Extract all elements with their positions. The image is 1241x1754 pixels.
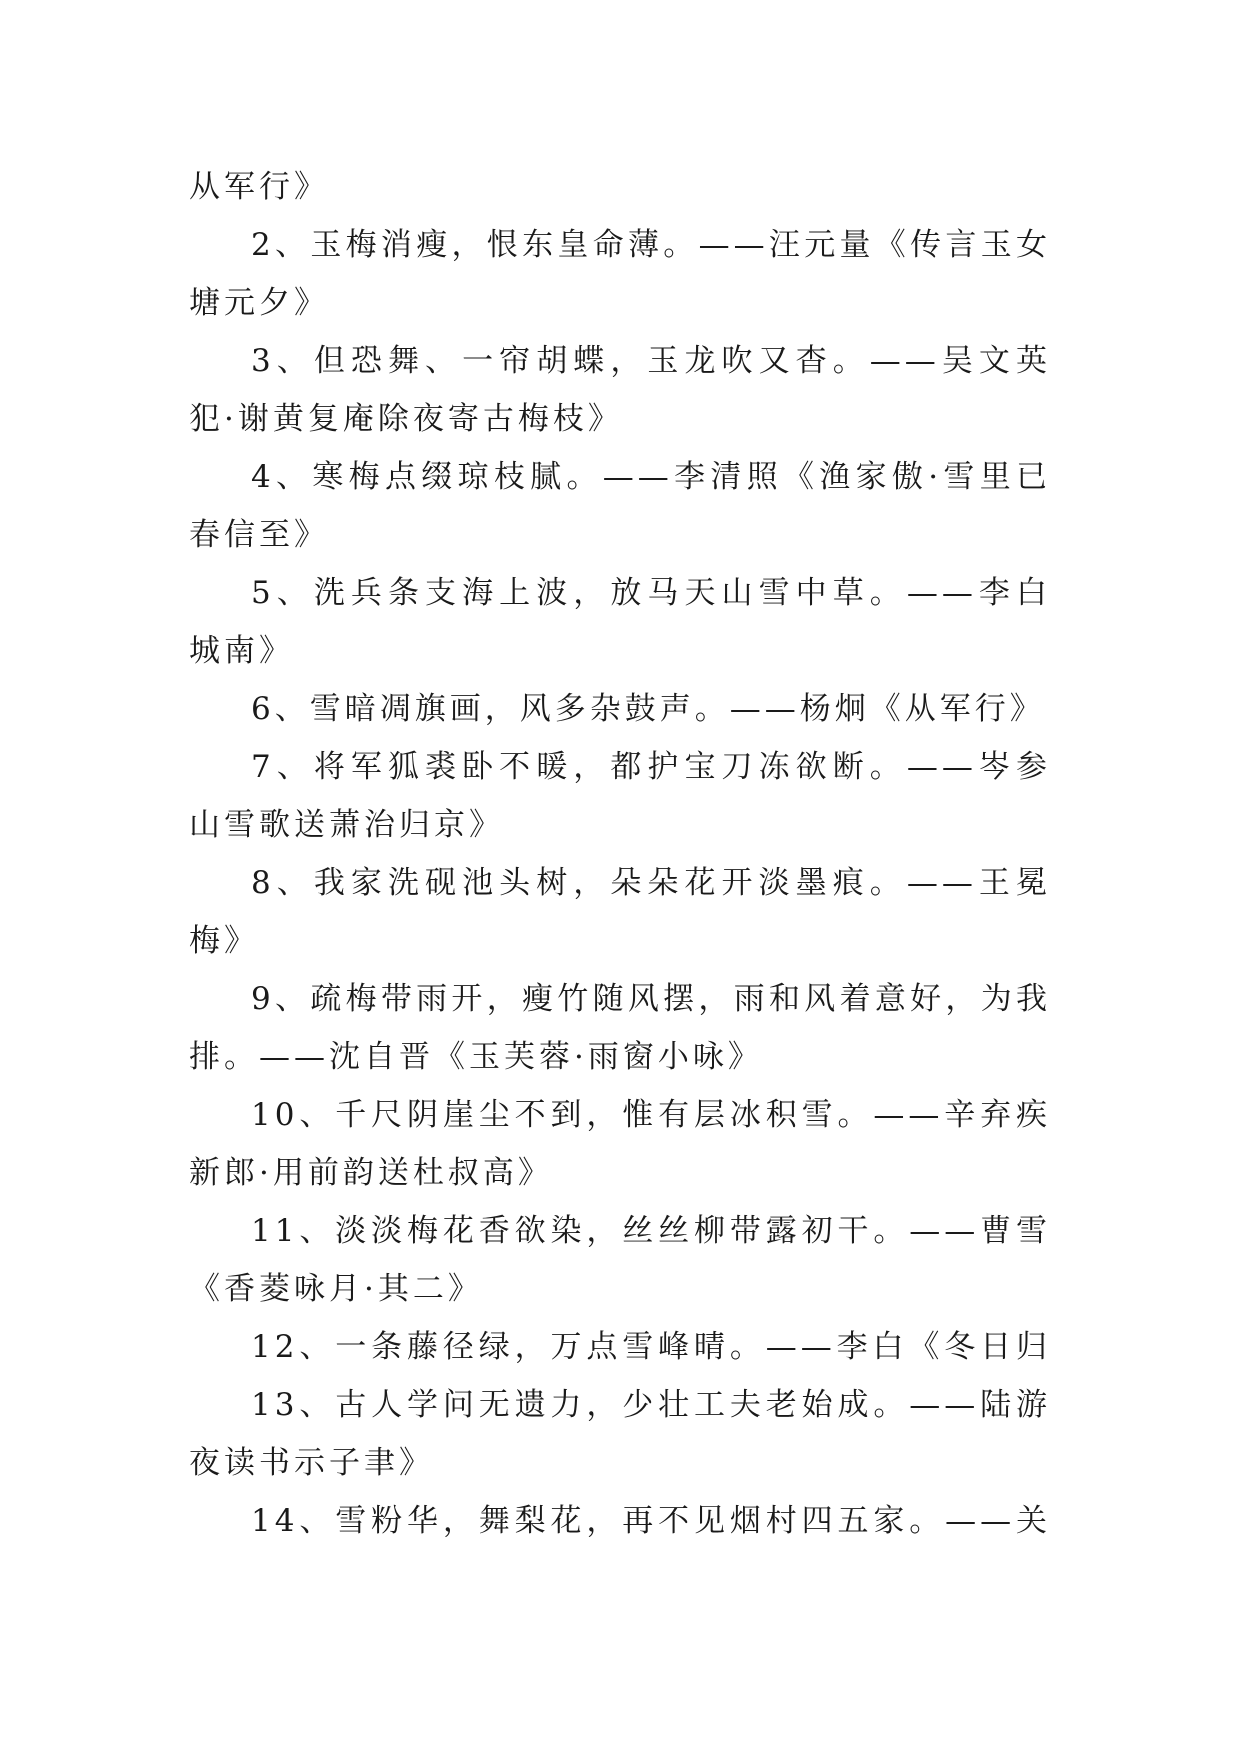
poem-list — [189, 158, 1051, 1550]
text-line: 春信至》 — [189, 517, 329, 553]
text-line: 5、洗兵条支海上波，放马天山雪中草。——李白 — [251, 575, 1051, 611]
text-line: 山雪歌送萧治归京》 — [189, 807, 504, 843]
text-line: 3、但恐舞、一帘胡蝶，玉龙吹又杳。——吴文英 — [251, 343, 1051, 379]
text-line: 9、疏梅带雨开，瘦竹随风摆，雨和风着意好，为我 — [251, 981, 1051, 1017]
text-line: 犯·谢黄复庵除夜寄古梅枝》 — [189, 401, 623, 437]
text-line: 11、淡淡梅花香欲染，丝丝柳带露初干。——曹雪 — [251, 1213, 1051, 1249]
text-line: 排。——沈自晋《玉芙蓉·雨窗小咏》 — [189, 1039, 763, 1075]
text-line: 14、雪粉华，舞梨花，再不见烟村四五家。——关 — [251, 1503, 1051, 1539]
text-line: 从军行》 — [189, 169, 329, 205]
text-line: 塘元夕》 — [189, 285, 329, 321]
text-line: 《香菱咏月·其二》 — [189, 1271, 483, 1307]
text-line: 夜读书示子聿》 — [189, 1445, 434, 1481]
text-line: 10、千尺阴崖尘不到，惟有层冰积雪。——辛弃疾 — [251, 1097, 1051, 1133]
text-line: 2、玉梅消瘦，恨东皇命薄。——汪元量《传言玉女 — [251, 227, 1051, 263]
text-line: 13、古人学问无遗力，少壮工夫老始成。——陆游 — [251, 1387, 1051, 1423]
text-line: 6、雪暗凋旗画，风多杂鼓声。——杨炯《从军行》 — [251, 691, 1045, 727]
text-line: 12、一条藤径绿，万点雪峰晴。——李白《冬日归 — [251, 1329, 1051, 1365]
text-line: 新郎·用前韵送杜叔高》 — [189, 1155, 553, 1191]
text-line: 4、寒梅点缀琼枝腻。——李清照《渔家傲·雪里已 — [251, 459, 1051, 495]
text-line: 7、将军狐裘卧不暖，都护宝刀冻欲断。——岑参 — [251, 749, 1051, 785]
text-line: 梅》 — [189, 923, 259, 959]
text-line: 8、我家洗砚池头树，朵朵花开淡墨痕。——王冕 — [251, 865, 1051, 901]
text-line: 城南》 — [189, 633, 294, 669]
